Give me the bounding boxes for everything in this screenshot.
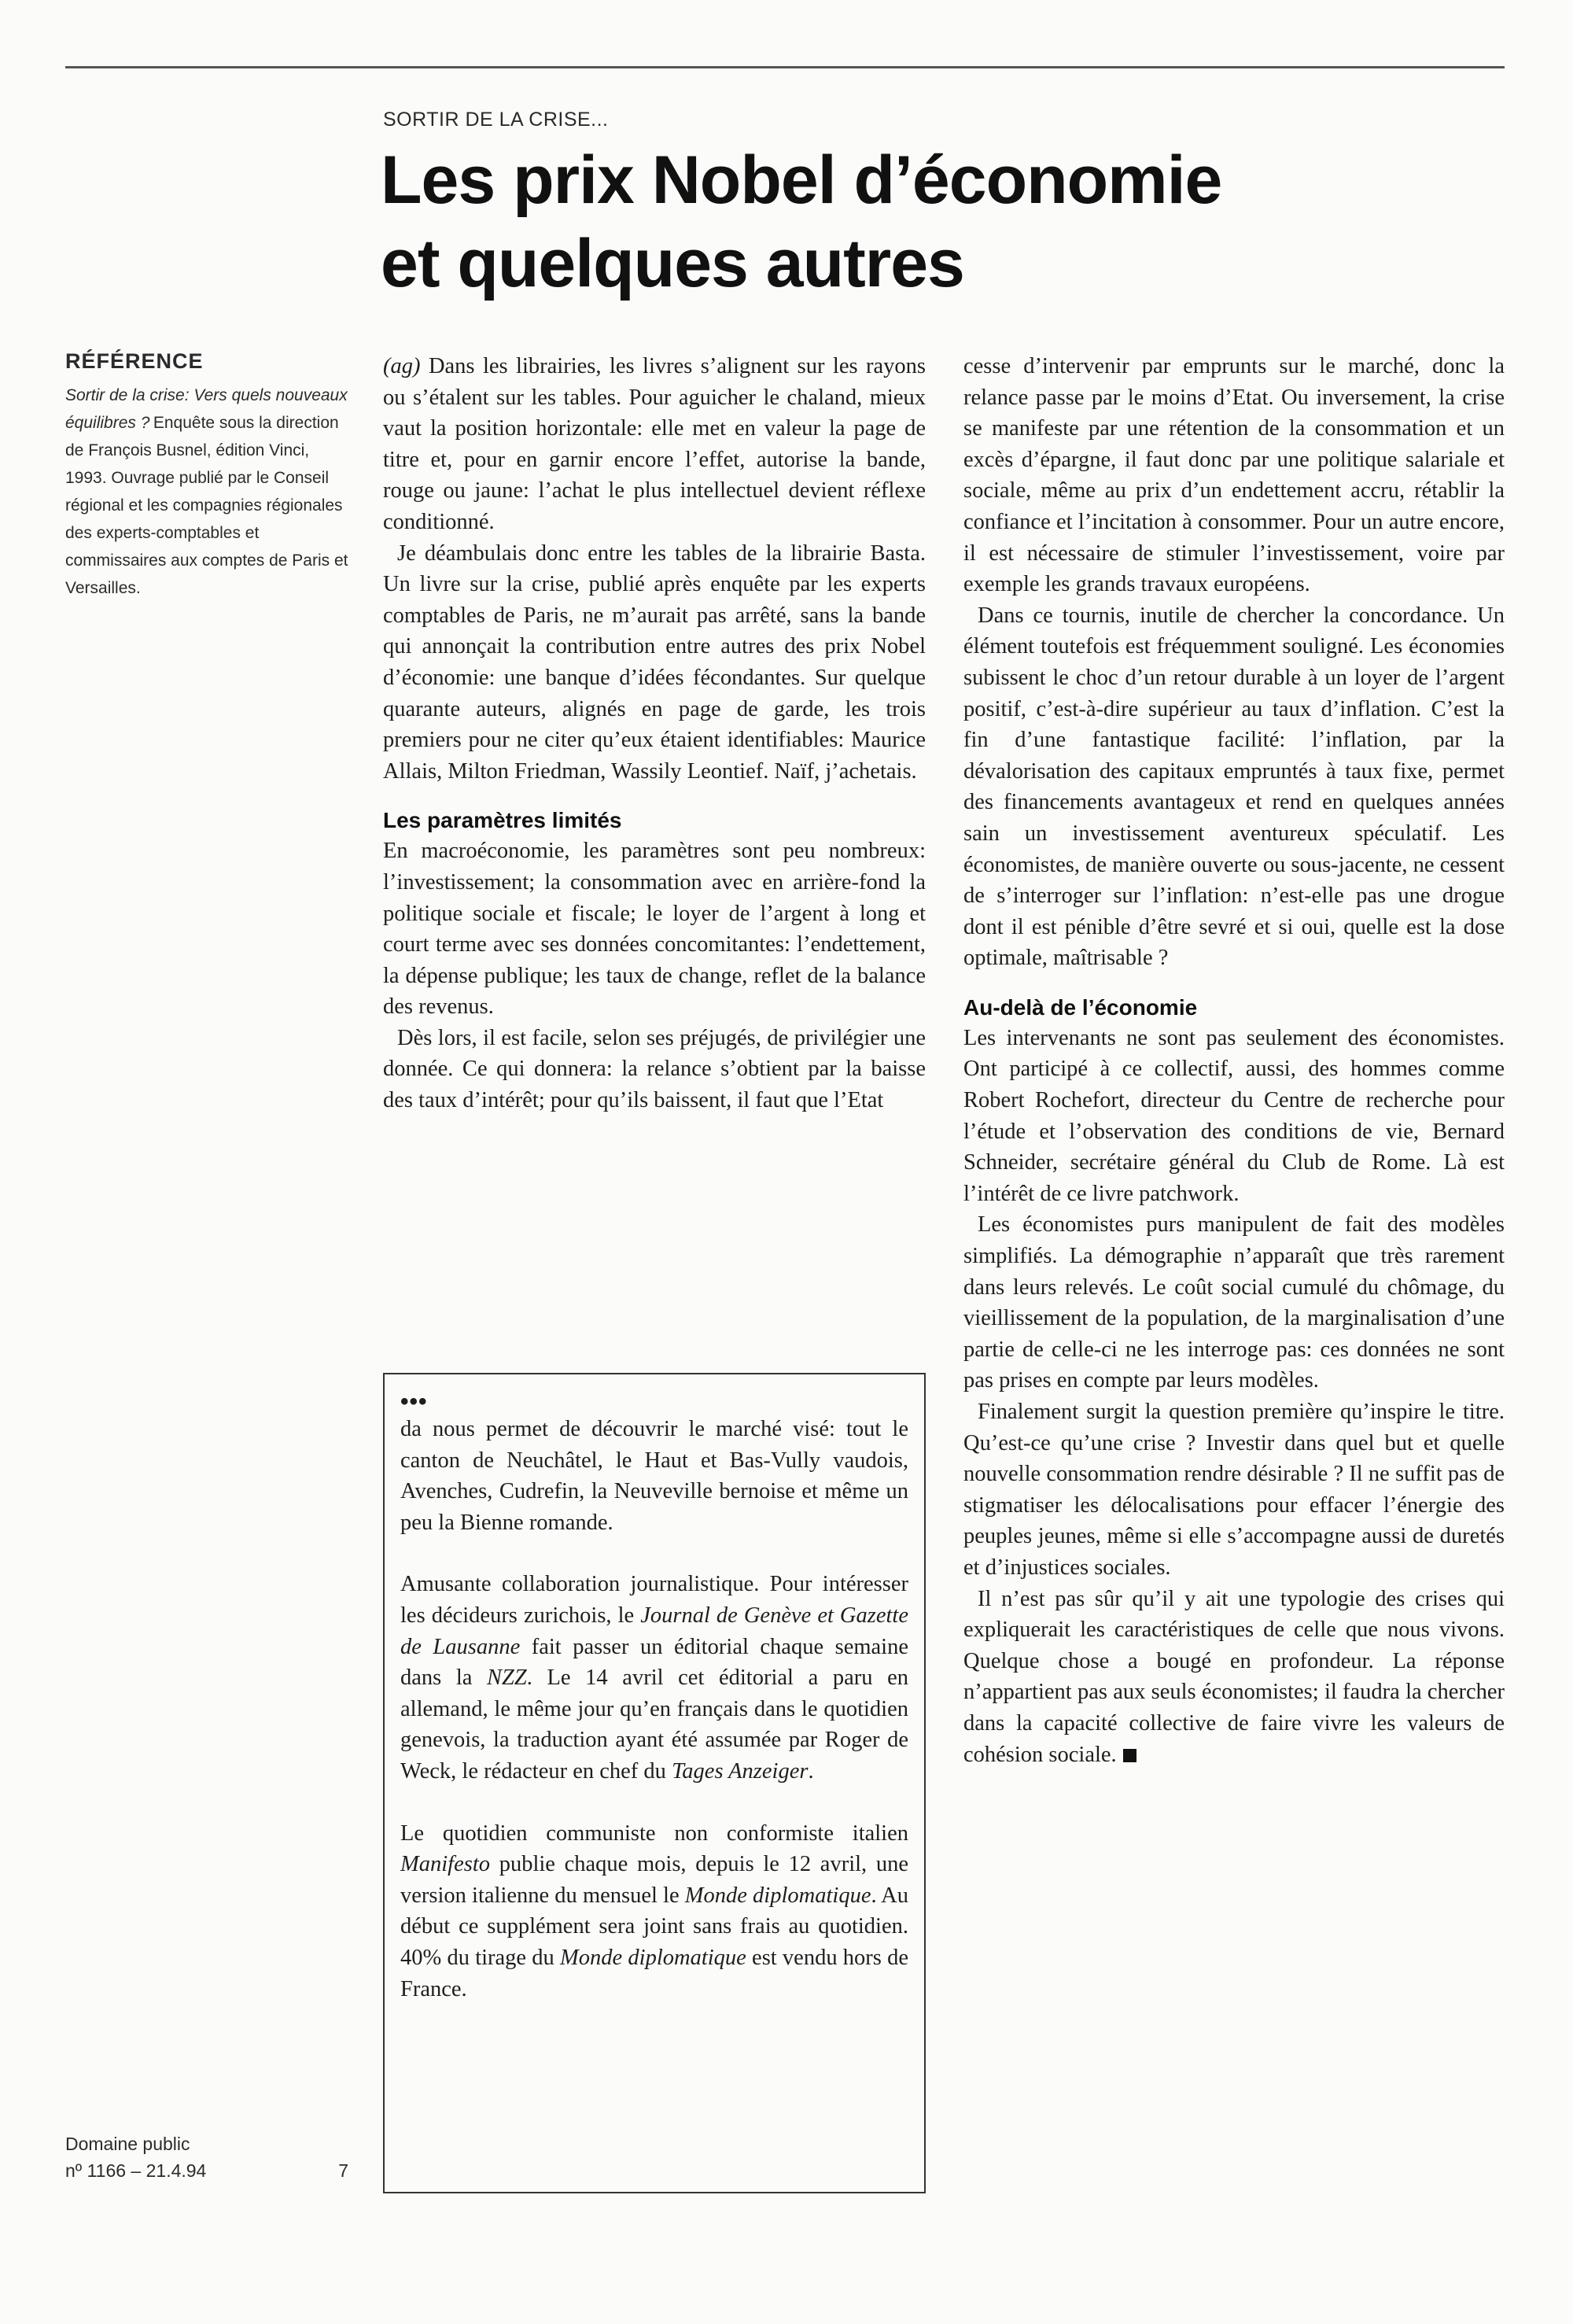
article-paragraph: Finalement surgit la question première qu’inspire le titre. Qu’est-ce qu’une crise ? Investir dans quel but et quelle nouvelle consommation rendre désirable ? Il ne suffit pas de stigmatiser les délocalisations pour effacer l’énergie des peuples jeunes, même si elle s’accompagne aussi de duretés et d’injustices sociales. (963, 1400, 1505, 1580)
end-of-article-mark (1123, 1749, 1136, 1762)
publication-name: Monde diplomatique (684, 1883, 871, 1908)
title-line-1: Les prix Nobel d’économie (381, 142, 1222, 218)
issue-info: nº 1166 – 21.4.94 (65, 2160, 207, 2181)
article-paragraph: Les économistes purs manipulent de fait des modèles simplifiés. La démographie n’apparaît que très rarement dans leurs relevés. Le coût social cumulé du chômage, du vieillissement de la population, de la marginalisation d’une partie de celle-ci ne les interroge pas: ces données ne sont pas prises en compte par leurs modèles. (963, 1212, 1505, 1393)
section-heading: Au-delà de l’économie (963, 994, 1198, 1020)
article-title (381, 138, 1403, 305)
top-rule (65, 66, 1505, 68)
article-paragraph: Les intervenants ne sont pas seulement des économistes. Ont participé à ce collectif, aussi, des hommes comme Robert Rochefort, directeur du Centre de recherche pour l’étude et l’observation des conditions de vie, Bernard Schneider, secrétaire général du Club de Rome. Là est l’intérêt de ce livre patchwork. (963, 1025, 1505, 1206)
article-paragraph: En macroéconomie, les paramètres sont peu nombreux: l’investissement; la consommation avec en arrière-fond la politique sociale et fiscale; le loyer de l’argent à long et court terme avec ses données concomitantes: l’endettement, la dépense publique; les taux de change, reflet de la balance des revenus. (383, 839, 926, 1020)
article-column-1 (383, 351, 926, 1116)
article-paragraph: cesse d’intervenir par emprunts sur le marché, donc la relance passe par le moins d’Etat. Ou inversement, la crise se manifeste par une rétention de la consommation et un excès d’épargne, il faut donc par une politique salariale et sociale, même au prix d’un endettement accru, rétablir la confiance et l’incitation à consommer. Pour un autre encore, il est nécessaire de stimuler l’investissement, voire par exemple les grands travaux européens. (963, 354, 1505, 597)
publication-name: Tages Anzeiger (672, 1758, 809, 1784)
box-marker: ••• (400, 1389, 428, 1415)
text: est vendu hors de France. (400, 1945, 909, 2001)
article-paragraph (383, 351, 926, 538)
box-paragraph (400, 1818, 908, 2005)
text: Le quotidien communiste non conformiste italien (400, 1820, 908, 1846)
text: fait passer un éditorial chaque semaine dans la (400, 1634, 908, 1691)
text: publie chaque mois, depuis le 12 avril, une version italienne du mensuel le (400, 1852, 908, 1908)
reference-book-title: Sortir de la crise: Vers quels nouveaux équilibres ? (65, 386, 348, 432)
title-line-2: et quelques autres (381, 226, 964, 301)
paragraph-text: Il n’est pas sûr qu’il y ait une typologie des crises qui expliquerait les caractéristiques de celle que nous vivons. Quelque chose a bougé en profondeur. La réponse n’appartient pas aux seuls économistes; il faudra la chercher dans la capacité collective de faire vivre les valeurs de cohésion sociale. (963, 1586, 1505, 1767)
text: Amusante collaboration journalistique. Pour intéresser les décideurs zurichois, le (400, 1572, 908, 1628)
article-column-2 (963, 351, 1505, 1770)
author-initials: (ag) (383, 354, 421, 378)
publication-name: Domaine public (65, 2134, 190, 2154)
page-footer (65, 2130, 348, 2184)
publication-name: NZZ (487, 1666, 527, 1691)
section-heading: Les paramètres limités (383, 808, 622, 833)
text: . (808, 1758, 814, 1784)
reference-sidebar (65, 349, 348, 602)
kicker: SORTIR DE LA CRISE... (383, 109, 609, 131)
news-box (383, 1373, 926, 2193)
publication-name: Monde diplomatique (560, 1945, 746, 1970)
box-paragraph: da nous permet de découvrir le marché visé: tout le canton de Neuchâtel, le Haut et Bas-Vully vaudois, Avenches, Cudrefin, la Neuveville bernoise et même un peu la Bienne romande. (400, 1417, 908, 1535)
reference-text (65, 382, 348, 602)
box-paragraph (400, 1569, 908, 1787)
text: . Au début ce supplément sera joint sans frais au quotidien. 40% du tirage du (400, 1883, 908, 1970)
paragraph-text: Dans les librairies, les livres s’alignent sur les rayons ou s’étalent sur les tables. Pour aguicher le chaland, mieux vaut la position horizontale: elle met en valeur la page de titre et, pour en garnir encore l’effet, autorise la bande, rouge ou jaune: l’achat le plus intellectuel devient réflexe conditionné. (383, 354, 926, 534)
article-paragraph: Je déambulais donc entre les tables de la librairie Basta. Un livre sur la crise, publié après enquête par les experts comptables de Paris, ne m’aurait pas arrêté, sans la bande qui annonçait la contribution entre autres des prix Nobel d’économie: une banque d’idées fécondantes. Sur quelque quarante auteurs, alignés en page de garde, les trois premiers pour ne citer qu’eux étaient identifiables: Maurice Allais, Milton Friedman, Wassily Leontief. Naïf, j’achetais. (383, 540, 926, 784)
article-paragraph: Dans ce tournis, inutile de chercher la concordance. Un élément toutefois est fréquemment souligné. Les économies subissent le choc d’un retour durable à un loyer de l’argent positif, c’est-à-dire supérieur au taux d’inflation. C’est la fin d’une fantastique facilité: l’inflation, par la dévalorisation des capitaux empruntés à taux fixe, permet des financements avantageux et rend en quelques années sain un investissement aventureux spéculatif. Les économistes, de manière ouverte ou sous-jacente, ne cessent de s’interroger sur l’inflation: n’est-elle pas une drogue dont il est pénible d’être sevré et si oui, quelle est la dose optimale, maîtrisable ? (963, 603, 1505, 971)
text: . Le 14 avril cet éditorial a paru en allemand, le même jour qu’en français dans le quotidien genevois, la traduction ayant été assumée par Roger de Weck, le rédacteur en chef du (400, 1666, 908, 1784)
reference-heading: RÉFÉRENCE (65, 349, 204, 373)
page-number: 7 (338, 2160, 348, 2181)
publication-name: Manifesto (400, 1852, 490, 1877)
article-paragraph: Dès lors, il est facile, selon ses préjugés, de privilégier une donnée. Ce qui donnera: la relance s’obtient par la baisse des taux d’intérêt; pour qu’ils baissent, il faut que l’Etat (383, 1025, 926, 1113)
publication-name: Journal de Genève et Gazette de Lausanne (400, 1603, 908, 1659)
reference-book-info: Enquête sous la direction de François Busnel, édition Vinci, 1993. Ouvrage publié par le Conseil régional et les compagnies régionales des experts-comptables et commissaires aux comptes de Paris et Versailles. (65, 414, 348, 597)
article-paragraph (963, 1584, 1505, 1771)
